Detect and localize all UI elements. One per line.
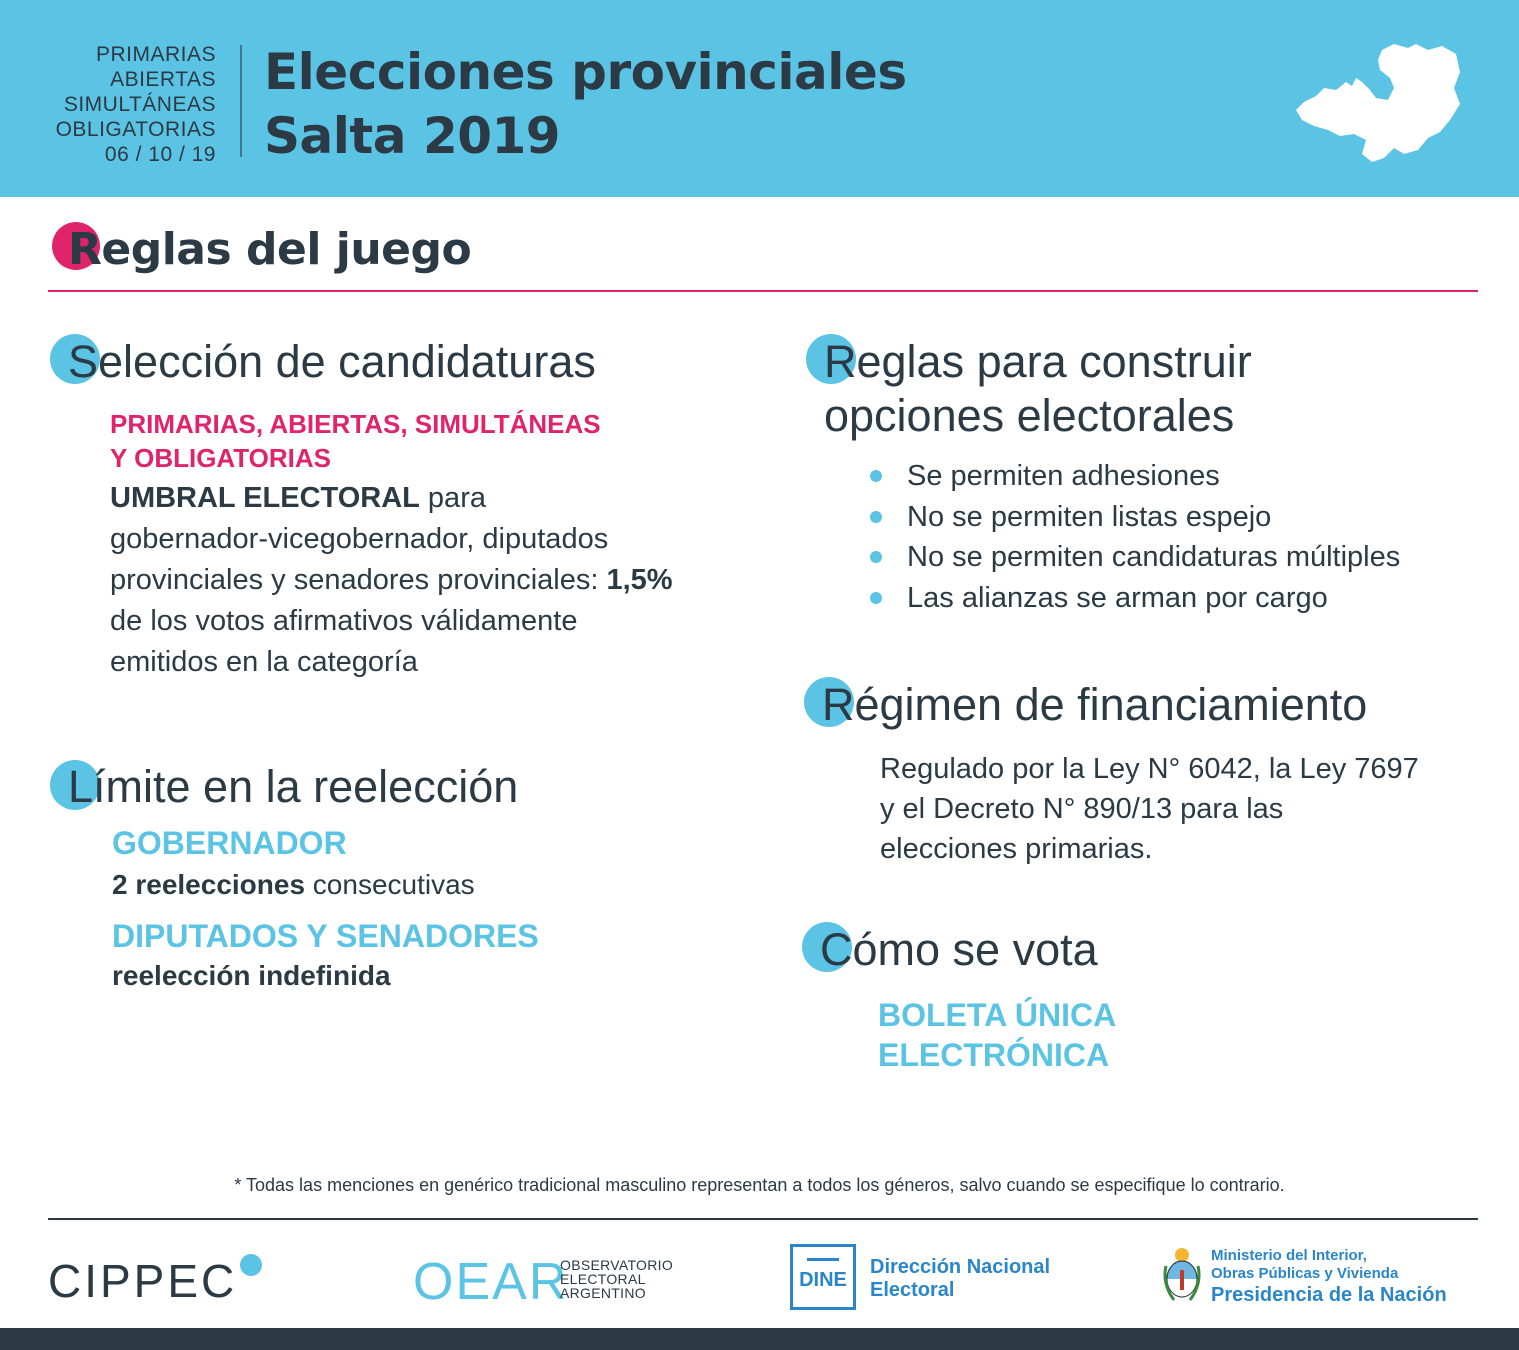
umbral-percentage: 1,5% bbox=[606, 564, 673, 596]
section-title-financiamiento: Régimen de financiamiento bbox=[822, 679, 1368, 730]
section-heading-reglas-del-juego: Reglas del juego bbox=[68, 224, 472, 275]
primarias-label-line: PRIMARIAS, ABIERTAS, SIMULTÁNEAS bbox=[110, 409, 601, 439]
list-item: No se permiten listas espejo bbox=[870, 497, 1400, 538]
bullet-dot bbox=[870, 511, 882, 523]
financiamiento-paragraph: Regulado por la Ley N° 6042, la Ley 7697 y el Decreto N° 890/13 para las elecciones primarias. bbox=[880, 753, 1419, 865]
paso-line: ABIERTAS bbox=[110, 68, 216, 91]
cippec-logo: CIPPEC bbox=[48, 1255, 238, 1307]
gobernador-label: GOBERNADOR bbox=[112, 825, 347, 861]
footnote: * Todas las menciones en genérico tradicional masculino representan a todos los géneros, salvo cuando se especifique lo contrario. bbox=[234, 1175, 1285, 1195]
diputados-label: DIPUTADOS Y SENADORES bbox=[112, 918, 539, 954]
page-title-line: Elecciones provinciales bbox=[264, 43, 907, 101]
bullet-dot bbox=[870, 551, 882, 563]
diputados-value: reelección indefinida bbox=[112, 960, 391, 991]
cippec-badge-icon bbox=[240, 1254, 262, 1276]
argentina-coat-of-arms-icon bbox=[1162, 1246, 1202, 1304]
bullet-dot bbox=[870, 592, 882, 604]
footer-divider bbox=[48, 1218, 1478, 1220]
umbral-bold: UMBRAL ELECTORAL bbox=[110, 482, 420, 514]
oear-logo-subtitle: OBSERVATORIO ELECTORAL ARGENTINO bbox=[560, 1257, 674, 1301]
dine-logo-icon: DINE bbox=[790, 1244, 856, 1310]
page-title bbox=[264, 40, 907, 168]
header-divider bbox=[240, 45, 242, 157]
bullet-dot bbox=[870, 470, 882, 482]
paso-line: SIMULTÁNEAS bbox=[63, 93, 216, 116]
section-title-limite: Límite en la reelección bbox=[68, 761, 519, 812]
section-title-seleccion: Selección de candidaturas bbox=[68, 336, 596, 387]
section-title-vota: Cómo se vota bbox=[820, 924, 1098, 975]
heading-divider bbox=[48, 290, 1478, 292]
boleta-label: BOLETA ÚNICA ELECTRÓNICA bbox=[878, 997, 1117, 1073]
primarias-label bbox=[110, 407, 601, 475]
presidencia-logo-name: Presidencia de la Nación bbox=[1211, 1284, 1447, 1306]
paso-date: 06 / 10 / 19 bbox=[104, 143, 216, 166]
paso-label bbox=[56, 42, 216, 167]
primarias-label-line: Y OBLIGATORIAS bbox=[110, 443, 332, 473]
dine-logo-name: Dirección Nacional Electoral bbox=[870, 1256, 1051, 1301]
list-item: Se permiten adhesiones bbox=[870, 456, 1400, 497]
page-title-line: Salta 2019 bbox=[264, 107, 561, 165]
oear-logo: OEAR bbox=[413, 1253, 569, 1311]
list-item: No se permiten candidaturas múltiples bbox=[870, 537, 1400, 578]
header-banner bbox=[0, 0, 1519, 197]
umbral-paragraph: UMBRAL ELECTORAL para gobernador-vicegobernador, diputados provinciales y senadores provinciales: 1,5% de los votos afirmativos válidamente emitidos en la categoría bbox=[110, 482, 673, 678]
paso-line: OBLIGATORIAS bbox=[55, 118, 216, 141]
gobernador-value: 2 reelecciones consecutivas bbox=[112, 869, 475, 900]
paso-line: PRIMARIAS bbox=[95, 43, 216, 66]
salta-province-map-icon bbox=[1290, 40, 1465, 165]
section-title-reglas: Reglas para construir opciones electorales bbox=[824, 336, 1252, 441]
bottom-bar bbox=[0, 1328, 1519, 1350]
list-item: Las alianzas se arman por cargo bbox=[870, 578, 1400, 619]
ministerio-logo-name: Ministerio del Interior, Obras Públicas y Vivienda bbox=[1211, 1247, 1399, 1282]
reglas-list bbox=[870, 456, 1400, 618]
